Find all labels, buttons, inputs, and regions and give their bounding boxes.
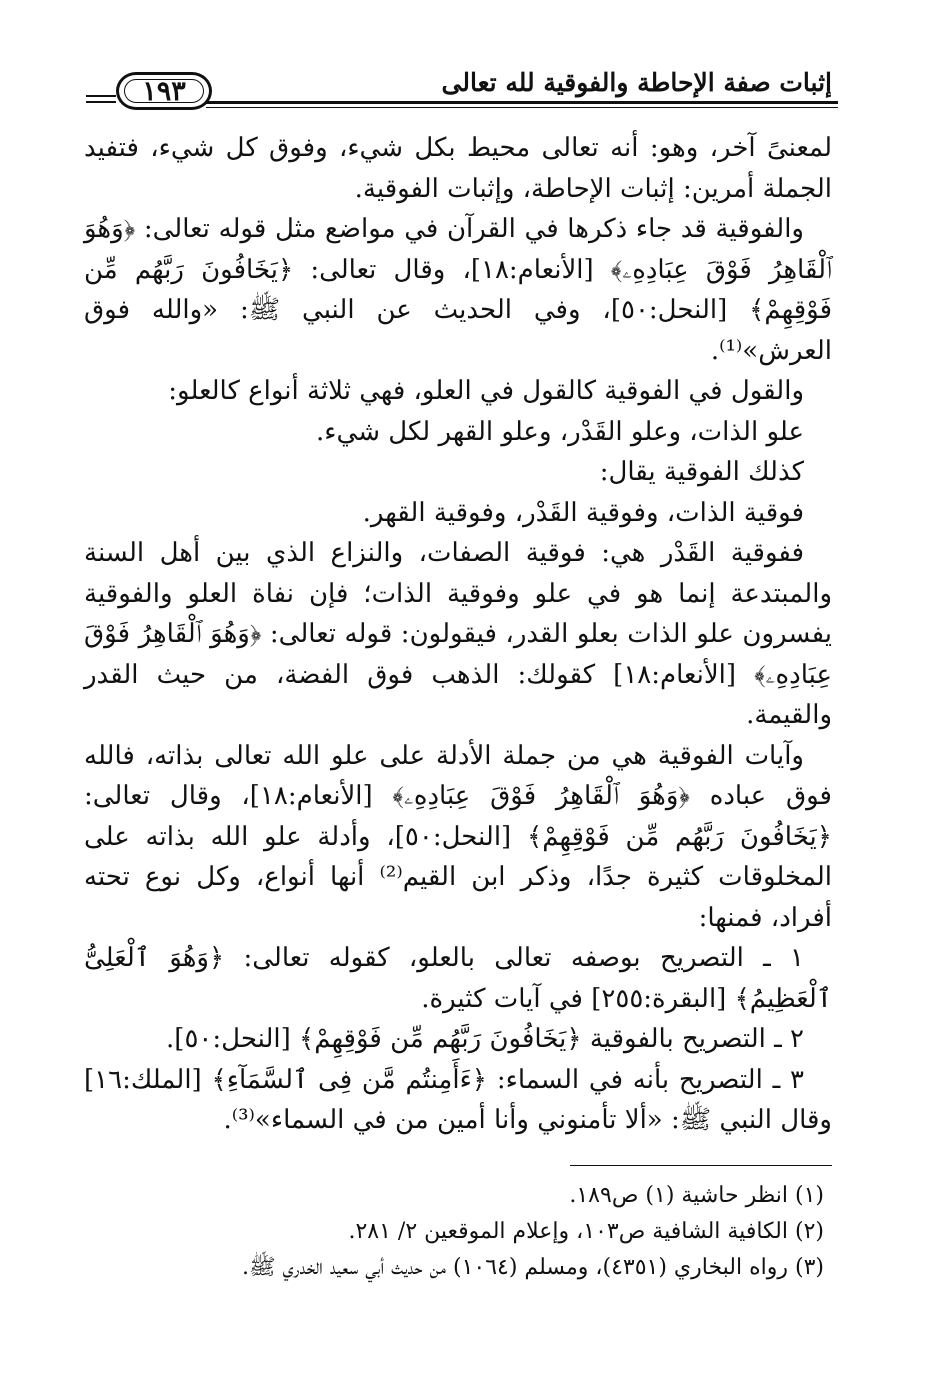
page-header (86, 66, 838, 116)
page-number-frame (116, 72, 212, 110)
header-left-rule (86, 95, 116, 97)
footnote: (٣) رواه البخاري (٤٣٥١)، ومسلم (١٠٦٤) من حديث أبي سعيد الخدري ﷺ. (242, 1255, 824, 1280)
footnote: (١) انظر حاشية (١) ص١٨٩. (569, 1183, 824, 1208)
body-text (84, 128, 832, 1141)
paragraph: كذلك الفوقية يقال: (599, 457, 804, 487)
running-title: إثبات صفة الإحاطة والفوقية لله تعالى (441, 68, 832, 97)
list-item: ١ ـ التصريح بوصفه تعالى بالعلو، كقوله تعالى: ﴿وَهُوَ ٱلْعَلِىُّ ٱلْعَظِيمُ﴾ [البقرة:٢٥٥] في آيات كثيرة. (84, 943, 832, 1014)
paragraph: فوقية الذات، وفوقية القَدْر، وفوقية القهر. (362, 497, 804, 528)
paragraph: لمعنىً آخر، وهو: أنه تعالى محيط بكل شيء، وفوق كل شيء، فتفيد الجملة أمرين: إثبات الإحاطة، وإثبات الفوقية. (84, 133, 832, 204)
paragraph: وآيات الفوقية هي من جملة الأدلة على علو الله تعالى بذاته، فالله فوق عباده ﴿وَهُوَ ٱلْقَاهِرُ فَوْقَ عِبَادِهِۦ﴾ [الأنعام:١٨]، وقال تعالى: ﴿يَخَافُونَ رَبَّهُم مِّن فَوْقِهِمْ﴾ [النحل:٥٠]، وأدلة علو الله بذاته على المخلوقات كثيرة جدًا، وذكر ابن القيم⁽²⁾ أنها أنواع، وكل نوع تحته أفراد، فمنها: (84, 740, 832, 933)
paragraph: ففوقية القَدْر هي: فوقية الصفات، والنزاع الذي بين أهل السنة والمبتدعة إنما هو في علو وفوقية الذات؛ فإن نفاة العلو والفوقية يفسرون علو الذات بعلو القدر، فيقولون: قوله تعالى: ﴿وَهُوَ ٱلْقَاهِرُ فَوْقَ عِبَادِهِۦ﴾ [الأنعام:١٨] كقولك: الذهب فوق الفضة، من حيث القدر والقيمة. (84, 538, 832, 730)
paragraph: والقول في الفوقية كالقول في العلو، فهي ثلاثة أنواع كالعلو: (168, 376, 804, 406)
header-rule (206, 101, 838, 104)
paragraph: والفوقية قد جاء ذكرها في القرآن في مواضع مثل قوله تعالى: ﴿وَهُوَ ٱلْقَاهِرُ فَوْقَ عِبَادِهِۦ﴾ [الأنعام:١٨]، وقال تعالى: ﴿يَخَافُونَ رَبَّهُم مِّن فَوْقِهِمْ﴾ [النحل:٥٠]، وفي الحديث عن النبي ﷺ: «والله فوق العرش»⁽¹⁾. (84, 214, 832, 366)
footnote: (٢) الكافية الشافية ص١٠٣، وإعلام الموقعين ٢/ ٢٨١. (348, 1219, 824, 1244)
list-item: ٣ ـ التصريح بأنه في السماء: ﴿ءَأَمِنتُم مَّن فِى ٱلسَّمَآءِ﴾ [الملك:١٦] وقال النبي ﷺ: «ألا تأمنوني وأنا أمين من في السماء»⁽³⁾. (84, 1064, 832, 1135)
footnote-separator (570, 1165, 832, 1166)
header-rule-thin (206, 107, 838, 108)
page-number: ١٩٣ (142, 75, 186, 107)
list-item: ٢ ـ التصريح بالفوقية ﴿يَخَافُونَ رَبَّهُم مِّن فَوْقِهِمْ﴾ [النحل:٥٠]. (166, 1024, 804, 1054)
footnotes (84, 1178, 824, 1286)
paragraph: علو الذات، وعلو القَدْر، وعلو القهر لكل شيء. (316, 416, 804, 447)
header-left-rule (86, 101, 116, 103)
